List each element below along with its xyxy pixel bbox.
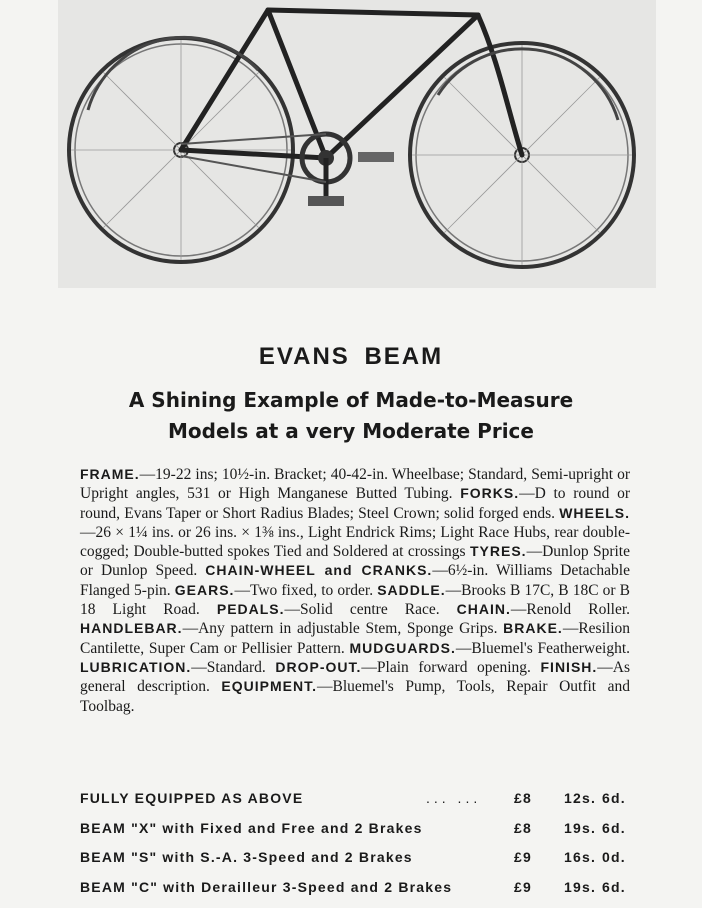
spec-pedals-text: —Solid centre Race. [285,601,440,618]
spec-lubrication-label: LUBRICATION. [80,659,191,675]
specifications-paragraph [80,465,630,716]
spec-tyres-text: —Dunlop Sprite or Dunlop Speed. [80,543,630,579]
spec-chain-text: —Renold Roller. [511,601,630,618]
spec-handlebar-label: HANDLEBAR. [80,620,183,636]
spec-frame-text: —19-22 ins; 10½-in. Bracket; 40-42-in. Wheelbase; Standard, Semi-upright or Upright angles, 531 or High Manganese Butted Tubing. [80,466,630,502]
price-pounds: £8 [514,820,532,836]
spec-chain-label: CHAIN. [457,601,511,617]
spec-chainwheel-label: CHAIN-WHEEL and CRANKS. [205,562,432,578]
price-pounds: £9 [514,849,532,865]
spec-saddle-label: SADDLE. [377,582,445,598]
spec-saddle-text: —Brooks B 17C, B 18C or B 18 Light Road. [80,582,630,618]
price-list [80,790,630,908]
spec-chainwheel-text: —6½-in. Williams Detachable Flanged 5-pin. [80,562,630,598]
price-pence: 6d. [602,879,626,895]
page-title: EVANS BEAM [0,343,702,371]
price-shillings: 16s. [564,849,596,865]
price-pounds: £9 [514,879,532,895]
spec-pedals-label: PEDALS. [217,601,285,617]
leader-dots: ... ... [426,790,481,806]
price-description: FULLY EQUIPPED AS ABOVE [80,790,303,806]
bicycle-illustration [58,0,656,288]
subtitle-line-1: A Shining Example of Made-to-Measure [0,385,702,416]
price-row [80,790,630,820]
price-pounds: £8 [514,790,532,806]
spec-dropout-label: DROP-OUT. [275,659,361,675]
price-row [80,820,630,850]
spec-finish-label: FINISH. [541,659,598,675]
spec-gears-text: —Two fixed, to order. [234,582,373,599]
spec-handlebar-text: —Any pattern in adjustable Stem, Sponge Grips. [183,620,498,637]
spec-frame-label: FRAME. [80,466,140,482]
price-row [80,879,630,908]
price-row [80,849,630,879]
price-description: BEAM "X" with Fixed and Free and 2 Brakes [80,820,423,836]
spec-brake-label: BRAKE. [503,620,563,636]
price-description: BEAM "S" with S.-A. 3-Speed and 2 Brakes [80,849,413,865]
spec-brake-text: —Resilion Cantilette, Super Cam or Pellisier Pattern. [80,620,630,656]
spec-mudguards-label: MUDGUARDS. [349,640,455,656]
spec-tyres-label: TYRES. [470,543,527,559]
spec-dropout-text: —Plain forward opening. [361,659,530,676]
spec-wheels-text: —26 × 1¼ ins. or 26 ins. × 1⅜ ins., Light Endrick Rims; Light Race Hubs, rear double-cogged; Double-butted spokes Tied and Soldered at crossings [80,524,630,560]
subtitle-line-2: Models at a very Moderate Price [0,416,702,447]
bicycle-photo [58,0,656,288]
spec-lubrication-text: —Standard. [191,659,265,676]
price-shillings: 19s. [564,879,596,895]
page-subtitle [0,385,702,447]
spec-forks-text: —D to round or round, Evans Taper or Short Radius Blades; Steel Crown; solid forged ends. [80,485,630,521]
spec-finish-text: —As general description. [80,659,630,695]
spec-equipment-label: EQUIPMENT. [221,678,317,694]
spec-gears-label: GEARS. [175,582,235,598]
spec-wheels-label: WHEELS. [559,505,630,521]
spec-equipment-text: —Bluemel's Pump, Tools, Repair Outfit and Toolbag. [80,678,630,714]
price-shillings: 12s. [564,790,596,806]
spec-mudguards-text: —Bluemel's Featherweight. [456,640,630,657]
price-description: BEAM "C" with Derailleur 3-Speed and 2 Brakes [80,879,452,895]
price-pence: 6d. [602,820,626,836]
spec-forks-label: FORKS. [460,485,519,501]
price-shillings: 19s. [564,820,596,836]
price-pence: 0d. [602,849,626,865]
price-pence: 6d. [602,790,626,806]
